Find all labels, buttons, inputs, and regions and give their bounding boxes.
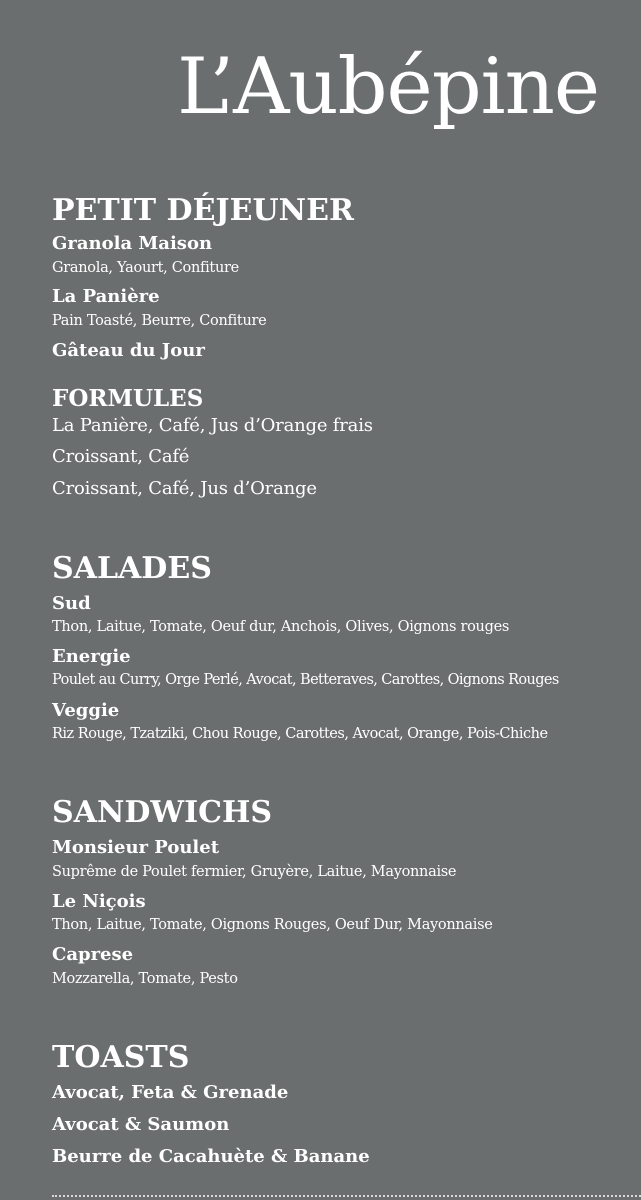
section-title: TOASTS [52,1040,190,1075]
formule-line: Croissant, Café, Jus d’Orange [52,478,317,499]
menu-item-desc: Thon, Laitue, Tomate, Oignons Rouges, Oeuf Dur, Mayonnaise [52,917,493,933]
menu-item-name: La Panière [52,286,160,307]
section-title: SANDWICHS [52,795,272,830]
section-title: PETIT DÉJEUNER [52,193,354,228]
toast-line: Avocat, Feta & Grenade [52,1082,289,1103]
menu-item-desc: Suprême de Poulet fermier, Gruyère, Laitue, Mayonnaise [52,864,457,880]
menu-item-desc: Mozzarella, Tomate, Pesto [52,971,238,987]
dotted-divider [52,1195,641,1197]
menu-item-desc: Poulet au Curry, Orge Perlé, Avocat, Betteraves, Carottes, Oignons Rouges [52,672,559,688]
menu-item-name: Gâteau du Jour [52,340,205,361]
toast-line: Avocat & Saumon [52,1114,230,1135]
menu-item-desc: Granola, Yaourt, Confiture [52,260,239,276]
menu-item-name: Caprese [52,944,134,965]
menu-item-name: Granola Maison [52,233,213,254]
toast-line: Beurre de Cacahuète & Banane [52,1146,370,1167]
menu-item-name: Veggie [52,700,120,721]
menu-item-name: Energie [52,646,131,667]
menu-item-name: Sud [52,593,91,614]
restaurant-name: L’Aubépine [177,42,599,132]
menu-item-desc: Riz Rouge, Tzatziki, Chou Rouge, Carottes, Avocat, Orange, Pois-Chiche [52,726,548,742]
section-title: SALADES [52,551,212,586]
section-title: FORMULES [52,385,204,412]
menu-item-name: Monsieur Poulet [52,837,220,858]
menu-item-desc: Pain Toasté, Beurre, Confiture [52,313,267,329]
formule-line: La Panière, Café, Jus d’Orange frais [52,415,373,436]
menu-item-desc: Thon, Laitue, Tomate, Oeuf dur, Anchois, Olives, Oignons rouges [52,619,509,635]
formule-line: Croissant, Café [52,446,190,467]
menu-item-name: Le Niçois [52,891,146,912]
